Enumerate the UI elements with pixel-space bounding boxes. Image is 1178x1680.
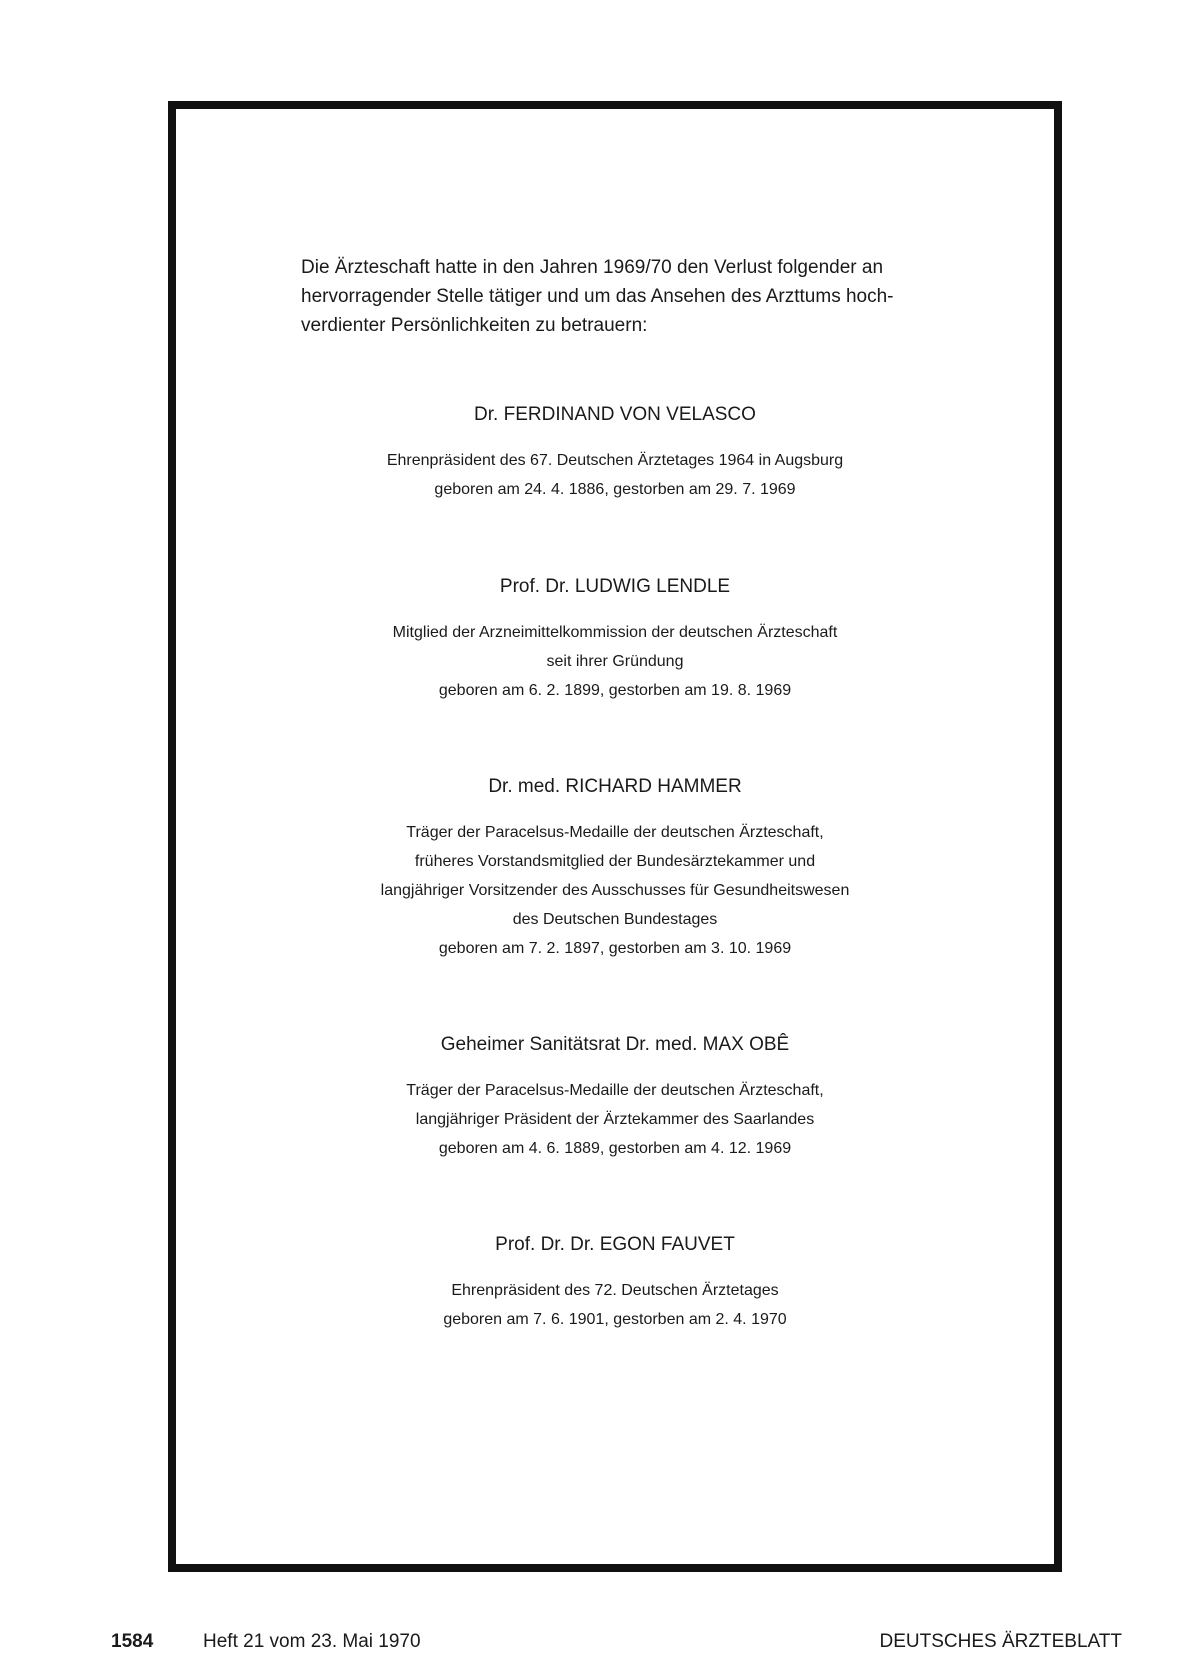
entry-detail-line: langjähriger Vorsitzender des Ausschusses für Gesundheitswesen xyxy=(380,882,850,899)
person-name: Dr. med. RICHARD HAMMER xyxy=(488,776,742,797)
entry-detail-line: geboren am 7. 6. 1901, gestorben am 2. 4. 1970 xyxy=(443,1311,787,1328)
entry-detail-line: geboren am 24. 4. 1886, gestorben am 29. 7. 1969 xyxy=(434,481,796,498)
obituary-entry-fauvet xyxy=(168,1233,1062,1334)
person-name: Geheimer Sanitätsrat Dr. med. MAX OBÊ xyxy=(440,1034,790,1055)
entry-detail-line: Träger der Paracelsus-Medaille der deutschen Ärzteschaft, xyxy=(406,1082,824,1099)
obituary-entry-lendle xyxy=(168,575,1062,705)
entry-detail-line: geboren am 4. 6. 1889, gestorben am 4. 12. 1969 xyxy=(438,1140,792,1157)
person-name: Dr. FERDINAND VON VELASCO xyxy=(474,404,756,425)
journal-name: DEUTSCHES ÄRZTEBLATT xyxy=(879,1631,1122,1652)
entry-detail-line: Mitglied der Arzneimittelkommission der deutschen Ärzteschaft xyxy=(392,624,838,641)
issue-info: Heft 21 vom 23. Mai 1970 xyxy=(203,1631,421,1652)
entry-detail-line: Ehrenpräsident des 72. Deutschen Ärztetages xyxy=(451,1282,779,1299)
obituary-entry-velasco xyxy=(168,403,1062,504)
obituary-entry-hammer xyxy=(168,775,1062,963)
entry-detail-line: Träger der Paracelsus-Medaille der deutschen Ärzteschaft, xyxy=(406,824,824,841)
person-name: Prof. Dr. Dr. EGON FAUVET xyxy=(495,1234,735,1255)
entry-detail-line: langjähriger Präsident der Ärztekammer des Saarlandes xyxy=(415,1111,815,1128)
entry-detail-line: des Deutschen Bundestages xyxy=(512,911,718,928)
page-number: 1584 xyxy=(111,1631,154,1652)
person-name: Prof. Dr. LUDWIG LENDLE xyxy=(499,576,731,597)
entry-detail-line: seit ihrer Gründung xyxy=(546,653,684,670)
intro-paragraph xyxy=(301,253,941,340)
intro-line: Die Ärzteschaft hatte in den Jahren 1969/70 den Verlust folgender an xyxy=(301,257,884,278)
intro-line: hervorragender Stelle tätiger und um das Ansehen des Arzttums hoch- xyxy=(301,286,894,307)
entry-detail-line: früheres Vorstandsmitglied der Bundesärztekammer und xyxy=(414,853,816,870)
entry-detail-line: Ehrenpräsident des 67. Deutschen Ärztetages 1964 in Augsburg xyxy=(386,452,844,469)
obituary-entry-obe xyxy=(168,1033,1062,1163)
entry-detail-line: geboren am 7. 2. 1897, gestorben am 3. 10. 1969 xyxy=(438,940,792,957)
intro-line: verdienter Persönlichkeiten zu betrauern: xyxy=(301,315,648,336)
entry-detail-line: geboren am 6. 2. 1899, gestorben am 19. 8. 1969 xyxy=(438,682,792,699)
